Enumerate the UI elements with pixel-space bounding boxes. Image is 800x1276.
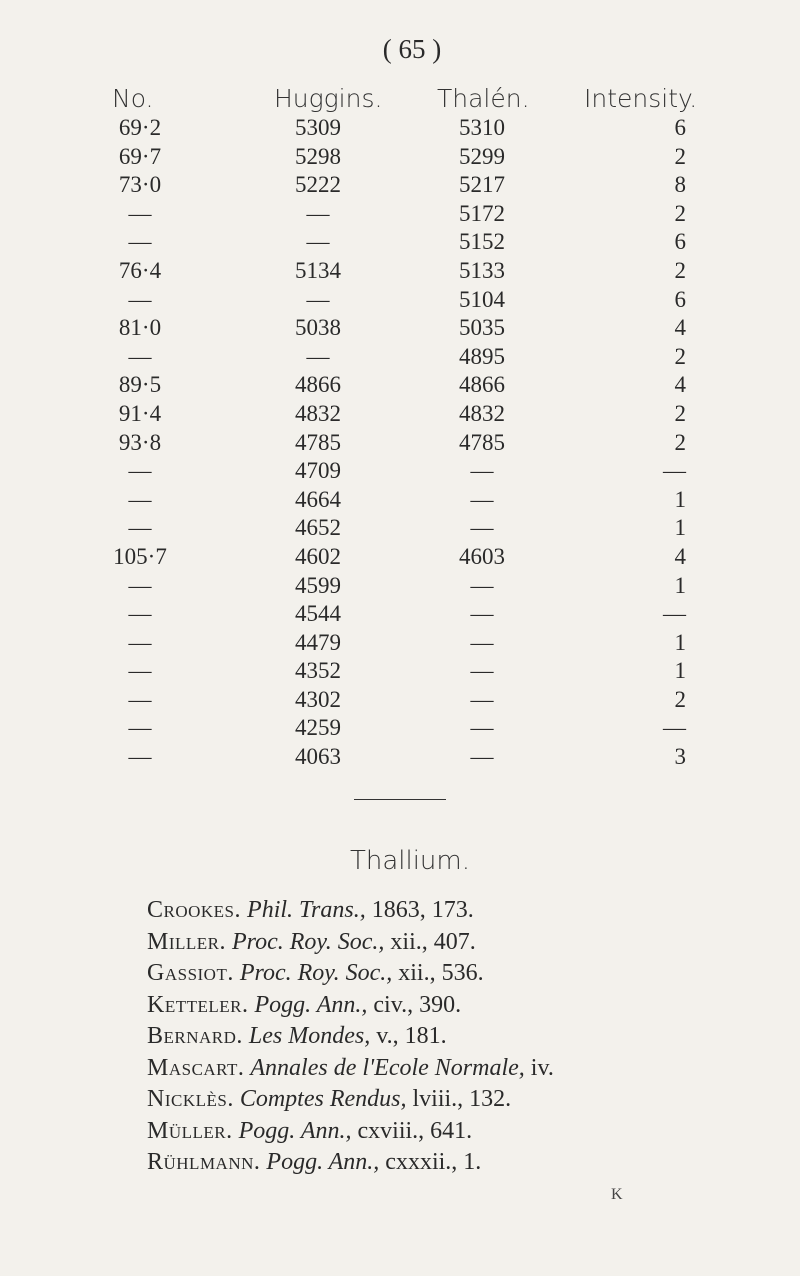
table-row: [0, 287, 800, 316]
cell-thalen: —: [470, 715, 494, 741]
cell-thalen: 5035: [459, 315, 505, 341]
cell-huggins: 4709: [295, 458, 341, 484]
table-row: [0, 630, 800, 659]
cell-intensity: 1: [674, 486, 686, 512]
cell-thalen: —: [470, 458, 494, 484]
table-row: [0, 687, 800, 716]
cell-huggins: 5309: [295, 115, 341, 140]
reference-item: [147, 1086, 554, 1118]
reference-citation: lviii., 132.: [406, 1086, 512, 1112]
cell-intensity: 6: [674, 229, 686, 255]
cell-huggins: 4866: [295, 372, 341, 398]
spectrum-table: [0, 84, 800, 773]
cell-intensity: 6: [674, 115, 686, 140]
cell-thalen: —: [470, 629, 494, 655]
table-row: [0, 401, 800, 430]
reference-journal: Les Mondes,: [248, 1023, 371, 1049]
table-row: [0, 372, 800, 401]
cell-huggins: 5038: [295, 315, 341, 341]
reference-journal: Comptes Rendus,: [239, 1086, 407, 1112]
cell-intensity: —: [663, 715, 686, 741]
cell-huggins: 4259: [295, 715, 341, 741]
cell-no: 91·4: [118, 400, 162, 426]
cell-thalen: 4866: [459, 372, 505, 398]
reference-author: Rühlmann.: [147, 1149, 261, 1175]
cell-huggins: 4479: [295, 629, 341, 655]
reference-citation: cxxxii., 1.: [379, 1149, 482, 1175]
cell-no: 69·2: [118, 115, 162, 140]
table-row: [0, 201, 800, 230]
cell-no: —: [128, 601, 152, 627]
cell-huggins: 5134: [295, 257, 341, 283]
cell-intensity: 6: [674, 286, 686, 312]
cell-intensity: 1: [674, 658, 686, 684]
cell-thalen: 5217: [459, 172, 505, 198]
cell-thalen: —: [470, 515, 494, 541]
cell-no: —: [128, 658, 152, 684]
header-huggins: Huggins.: [274, 84, 383, 113]
table-row: [0, 315, 800, 344]
reference-author: Müller.: [147, 1117, 233, 1144]
cell-intensity: 1: [674, 515, 686, 541]
reference-citation: 1863, 173.: [365, 897, 474, 923]
cell-huggins: —: [306, 343, 330, 369]
section-title: Thallium.: [349, 846, 471, 876]
reference-journal: Proc. Roy. Soc.,: [232, 928, 385, 955]
cell-no: —: [128, 200, 152, 226]
cell-intensity: 4: [674, 543, 686, 569]
cell-no: —: [128, 744, 152, 770]
cell-intensity: 2: [674, 686, 686, 712]
cell-intensity: 3: [674, 744, 686, 770]
cell-huggins: —: [306, 200, 330, 226]
cell-no: 89·5: [118, 372, 162, 398]
cell-intensity: 2: [674, 343, 686, 369]
reference-item: [147, 1055, 554, 1087]
table-row: [0, 715, 800, 744]
cell-thalen: —: [470, 486, 494, 512]
reference-item: [147, 929, 554, 961]
table-row: [0, 430, 800, 459]
cell-thalen: 5133: [459, 257, 505, 283]
cell-intensity: 2: [674, 200, 686, 226]
section-divider: [354, 799, 446, 800]
cell-no: 81·0: [118, 315, 162, 341]
reference-item: [147, 897, 554, 929]
cell-huggins: 4785: [295, 429, 341, 455]
cell-no: —: [128, 486, 152, 512]
reference-citation: xii., 536.: [392, 960, 484, 986]
cell-no: 73·0: [118, 172, 162, 198]
table-row: [0, 601, 800, 630]
table-row: [0, 458, 800, 487]
cell-intensity: —: [663, 458, 686, 484]
reference-item: [147, 992, 554, 1024]
cell-thalen: —: [470, 601, 494, 627]
table-body: [0, 115, 800, 773]
reference-journal: Pogg. Ann.,: [254, 991, 368, 1018]
cell-huggins: 4599: [295, 572, 341, 598]
reference-item: [147, 1023, 554, 1055]
cell-intensity: —: [663, 601, 686, 627]
signature-mark: K: [611, 1186, 623, 1203]
cell-huggins: 4302: [295, 686, 341, 712]
cell-huggins: 4602: [295, 543, 341, 569]
cell-intensity: 8: [674, 172, 686, 198]
table-row: [0, 658, 800, 687]
reference-author: Nicklès.: [147, 1086, 234, 1112]
cell-intensity: 1: [674, 572, 686, 598]
reference-citation: v., 181.: [370, 1023, 447, 1049]
cell-no: 93·8: [118, 429, 162, 455]
cell-no: —: [128, 286, 152, 312]
reference-journal: Pogg. Ann.,: [266, 1149, 380, 1175]
cell-intensity: 2: [674, 143, 686, 169]
table-row: [0, 144, 800, 173]
cell-thalen: —: [470, 744, 494, 770]
cell-huggins: 4063: [295, 744, 341, 770]
cell-thalen: —: [470, 572, 494, 598]
reference-author: Gassiot.: [147, 960, 234, 986]
reference-item: [147, 960, 554, 992]
reference-item: [147, 1118, 554, 1150]
reference-citation: iv.: [524, 1054, 554, 1081]
cell-thalen: 4603: [459, 543, 505, 569]
table-header: [0, 84, 800, 113]
reference-journal: Annales de l'Ecole Normale,: [250, 1054, 525, 1081]
cell-thalen: 4895: [459, 343, 505, 369]
table-row: [0, 344, 800, 373]
reference-citation: civ., 390.: [367, 991, 462, 1018]
cell-intensity: 4: [674, 372, 686, 398]
header-no: No.: [112, 84, 154, 113]
cell-no: 76·4: [118, 257, 162, 283]
cell-thalen: —: [470, 658, 494, 684]
reference-citation: xii., 407.: [384, 928, 476, 955]
table-row: [0, 229, 800, 258]
cell-thalen: 4785: [459, 429, 505, 455]
cell-huggins: 4652: [295, 515, 341, 541]
reference-journal: Pogg. Ann.,: [238, 1117, 352, 1144]
header-intensity: Intensity.: [584, 84, 698, 113]
reference-item: [147, 1149, 554, 1181]
cell-huggins: 5298: [295, 143, 341, 169]
cell-intensity: 4: [674, 315, 686, 341]
cell-huggins: —: [306, 229, 330, 255]
page-number: ( 65 ): [382, 34, 442, 64]
cell-huggins: 4832: [295, 400, 341, 426]
cell-thalen: 5104: [459, 286, 505, 312]
cell-huggins: 4544: [295, 601, 341, 627]
cell-no: 105·7: [113, 543, 167, 569]
cell-no: —: [128, 458, 152, 484]
table-row: [0, 172, 800, 201]
cell-huggins: 5222: [295, 172, 341, 198]
reference-author: Mascart.: [147, 1054, 245, 1081]
reference-citation: cxviii., 641.: [351, 1117, 473, 1144]
cell-no: —: [128, 686, 152, 712]
table-row: [0, 258, 800, 287]
cell-huggins: 4664: [295, 486, 341, 512]
reference-journal: Proc. Roy. Soc.,: [239, 960, 393, 986]
reference-author: Ketteler.: [147, 991, 249, 1018]
cell-no: —: [128, 229, 152, 255]
cell-no: —: [128, 515, 152, 541]
cell-intensity: 2: [674, 400, 686, 426]
cell-huggins: 4352: [295, 658, 341, 684]
table-row: [0, 115, 800, 144]
reference-author: Miller.: [147, 928, 226, 955]
cell-thalen: 5172: [459, 200, 505, 226]
cell-no: —: [128, 715, 152, 741]
reference-list: [147, 897, 554, 1181]
cell-no: 69·7: [118, 143, 162, 169]
cell-thalen: —: [470, 686, 494, 712]
reference-author: Bernard.: [147, 1023, 243, 1049]
cell-thalen: 5310: [459, 115, 505, 140]
reference-author: Crookes.: [147, 897, 242, 923]
cell-huggins: —: [306, 286, 330, 312]
table-row: [0, 573, 800, 602]
cell-no: —: [128, 343, 152, 369]
cell-no: —: [128, 572, 152, 598]
cell-thalen: 4832: [459, 400, 505, 426]
table-row: [0, 544, 800, 573]
cell-thalen: 5152: [459, 229, 505, 255]
cell-thalen: 5299: [459, 143, 505, 169]
cell-no: —: [128, 629, 152, 655]
table-row: [0, 487, 800, 516]
cell-intensity: 1: [674, 629, 686, 655]
table-row: [0, 744, 800, 773]
cell-intensity: 2: [674, 257, 686, 283]
cell-intensity: 2: [674, 429, 686, 455]
header-thalen: Thalén.: [437, 84, 530, 113]
reference-journal: Phil. Trans.,: [247, 897, 366, 923]
table-row: [0, 515, 800, 544]
